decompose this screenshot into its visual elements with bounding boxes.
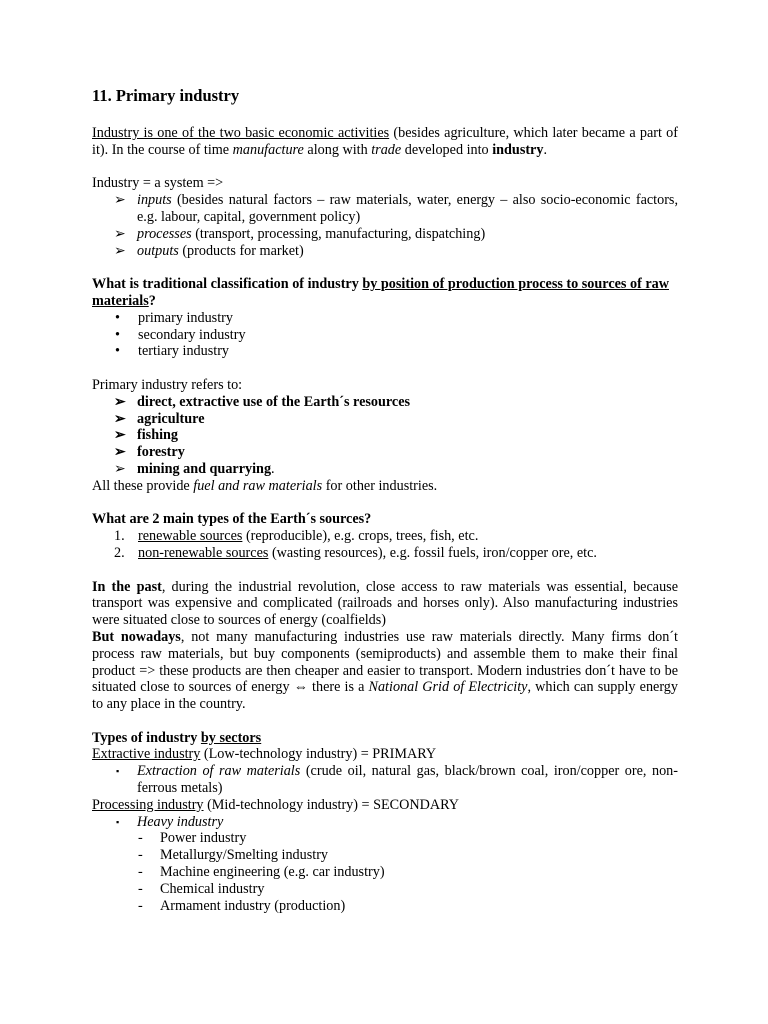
bullet-icon: • [115,309,120,326]
classification-question: What is traditional classification of industry by position of production process to sources of raw materials? [92,276,669,309]
arrow-bullet-icon: ➢ [114,427,126,444]
processing-heading: Processing industry (Mid-technology industry) = SECONDARY [92,796,460,813]
processing-list [92,814,678,831]
list-item: ➢ mining and quarrying. [114,460,275,477]
bullet-icon: • [115,326,120,343]
arrow-bullet-icon: ➢ [114,410,126,427]
list-item: - Machine engineering (e.g. car industry) [138,864,385,881]
list-item: ▪ Heavy industry [116,813,224,830]
past-paragraph: In the past, during the industrial revolution, close access to raw materials was essential, because transport was expensive and complicated (railroads and horses only). Also manufacturing industries were situated close to sources of energy (coalfields) [92,578,678,629]
system-heading: Industry = a system => [92,175,224,192]
nowadays-paragraph: But nowadays, not many manufacturing industries use raw materials directly. Many firms don´t process raw materials, but buy components (semiproducts) and assemble them to make their final product => these products are then cheaper and easier to transport. Modern industries don´t have to be situated close to sources of energy ⇔ there is a National Grid of Electricity, which can supply energy to any place in the country. [92,628,678,713]
classification-list [92,310,678,360]
list-item: • primary industry [115,309,233,326]
list-item: ▪ Extraction of raw materials (crude oil, natural gas, black/brown coal, iron/copper ore, non-ferrous metals) [116,763,678,797]
extractive-heading: Extractive industry (Low-technology industry) = PRIMARY [92,746,437,763]
list-item: - Armament industry (production) [138,897,346,914]
list-item: 2. non-renewable sources (wasting resources), e.g. fossil fuels, iron/copper ore, etc. [114,544,597,561]
list-item: - Power industry [138,830,247,847]
list-item: - Chemical industry [138,880,265,897]
bullet-icon: • [115,343,120,360]
arrow-bullet-icon: ➢ [114,225,126,242]
sources-question: What are 2 main types of the Earth´s sources? [92,511,372,528]
system-list [92,192,678,259]
extractive-list [92,763,678,797]
arrow-bullet-icon: ➢ [114,242,126,259]
arrow-bullet-icon: ➢ [114,393,126,410]
primary-note: All these provide fuel and raw materials for other industries. [92,477,438,494]
double-arrow-icon: ⇔ [293,679,308,696]
arrow-bullet-icon: ➢ [114,460,126,477]
list-item: • secondary industry [115,326,246,343]
square-bullet-icon: ▪ [116,766,120,777]
list-item: ➢ processes (transport, processing, manufacturing, dispatching) [114,225,486,242]
list-item: - Metallurgy/Smelting industry [138,847,329,864]
arrow-bullet-icon: ➢ [114,192,126,209]
list-item: ➢ agriculture [114,410,205,427]
square-bullet-icon: ▪ [116,816,120,827]
list-item: ➢ fishing [114,427,179,444]
primary-list [92,394,678,478]
list-item: ➢ direct, extractive use of the Earth´s resources [114,393,411,410]
types-heading: Types of industry by sectors [92,729,262,746]
primary-heading: Primary industry refers to: [92,376,243,393]
list-item: • tertiary industry [115,343,230,360]
heavy-industry-list [92,830,678,914]
arrow-bullet-icon: ➢ [114,444,126,461]
list-item: ➢ inputs (besides natural factors – raw materials, water, energy – also socio-economic factors, e.g. labour, capital, government policy) [114,192,678,225]
page-title: 11. Primary industry [92,86,240,105]
intro-paragraph: Industry is one of the two basic economic activities (besides agriculture, which later became a part of it). In the course of time manufacture along with trade developed into industry. [92,125,678,158]
intro-underlined: Industry is one of the two basic economic activities [92,125,390,141]
sources-list [92,528,678,562]
list-item: ➢ outputs (products for market) [114,242,304,259]
list-item: ➢ forestry [114,444,185,461]
document-content [92,86,678,914]
list-item: 1. renewable sources (reproducible), e.g. crops, trees, fish, etc. [114,528,479,545]
